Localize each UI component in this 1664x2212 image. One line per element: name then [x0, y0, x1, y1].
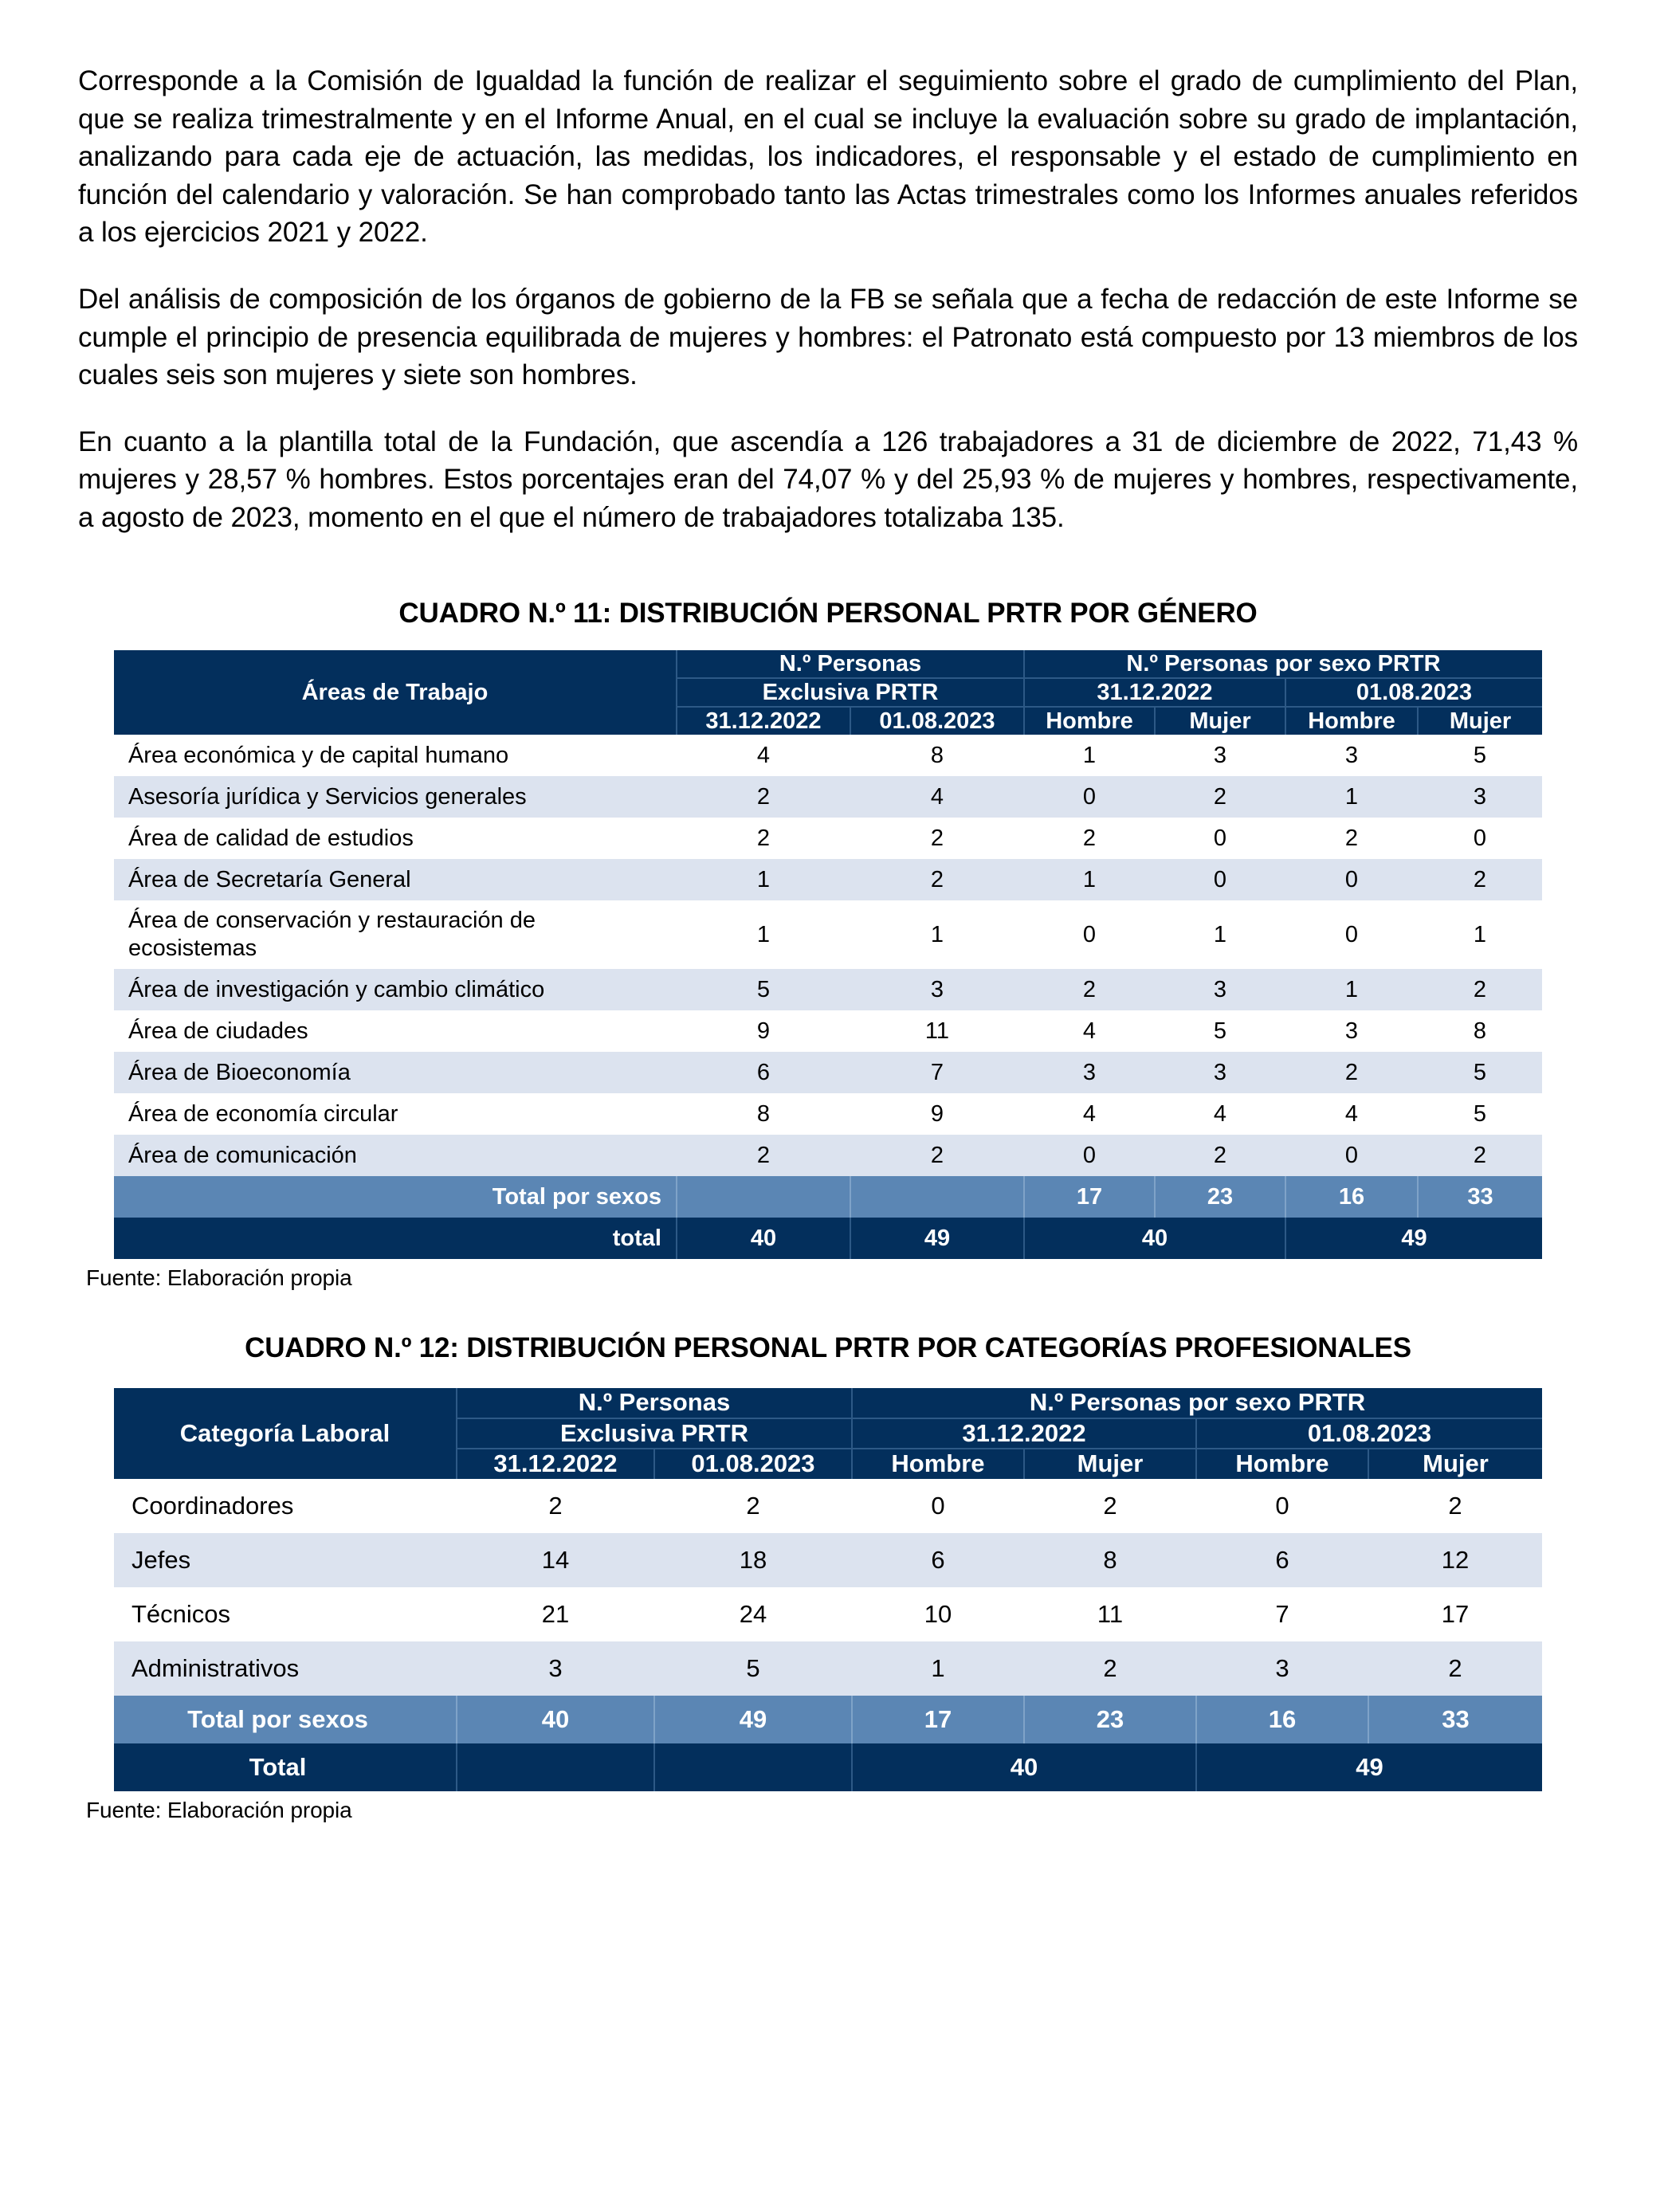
table-11-col-exclusiva-2023: 01.08.2023	[850, 707, 1024, 735]
table-12-total-label: Total	[114, 1743, 457, 1791]
table-11-row-4-label: Área de conservación y restauración de ecosistemas	[114, 900, 677, 969]
table-11-total-sexo-2023: 49	[1285, 1218, 1542, 1259]
table-11-row-5-mujer-2022: 3	[1155, 969, 1285, 1010]
table-11-row-0-hombre-2022: 1	[1024, 735, 1155, 776]
table-11-row-7-exclusiva-2022: 6	[677, 1052, 850, 1093]
table-12-total-row	[114, 1743, 1542, 1791]
table-11-row-6-mujer-2023: 8	[1418, 1010, 1542, 1052]
table-11-row-0-label: Área económica y de capital humano	[114, 735, 677, 776]
table-11-row-1-mujer-2023: 3	[1418, 776, 1542, 818]
table-11-total-sexos-hombre-2022: 17	[1024, 1176, 1155, 1218]
table-12-header-row-1	[114, 1388, 1542, 1418]
table-row	[114, 776, 1542, 818]
table-row	[114, 900, 1542, 969]
table-12-header-row-label: Categoría Laboral	[114, 1388, 457, 1479]
table-11-row-0-mujer-2022: 3	[1155, 735, 1285, 776]
table-11-row-2-exclusiva-2022: 2	[677, 818, 850, 859]
table-11-row-0-exclusiva-2022: 4	[677, 735, 850, 776]
table-11-row-4-hombre-2023: 0	[1285, 900, 1418, 969]
paragraph-3: En cuanto a la plantilla total de la Fundación, que ascendía a 126 trabajadores a 31 de diciembre de 2022, 71,43 % mujeres y 28,57 % hombres. Estos porcentajes eran del 74,07 % y del 25,93 % de mujeres y hombres, respectivamente, a agosto de 2023, momento en el que el número de trabajadores totalizaba 135.	[78, 426, 1578, 533]
table-11-col-hombre-2022: Hombre	[1024, 707, 1155, 735]
table-12-row-0-mujer-2023: 2	[1368, 1479, 1542, 1533]
table-11-row-4-mujer-2022: 1	[1155, 900, 1285, 969]
table-11-total-sexos-label: Total por sexos	[114, 1176, 677, 1218]
table-11-row-6-hombre-2022: 4	[1024, 1010, 1155, 1052]
table-row	[114, 1587, 1542, 1641]
table-11-row-8-label: Área de economía circular	[114, 1093, 677, 1135]
table-11-row-6-hombre-2023: 3	[1285, 1010, 1418, 1052]
table-11-row-0-hombre-2023: 3	[1285, 735, 1418, 776]
table-12-row-0-hombre-2023: 0	[1196, 1479, 1368, 1533]
table-11-total-por-sexos-row	[114, 1176, 1542, 1218]
table-11-row-8-mujer-2022: 4	[1155, 1093, 1285, 1135]
table-12-row-3-hombre-2023: 3	[1196, 1641, 1368, 1696]
table-row	[114, 1135, 1542, 1176]
table-row	[114, 1052, 1542, 1093]
table-12-wrapper	[78, 1388, 1578, 1791]
table-12-row-2-mujer-2022: 11	[1024, 1587, 1196, 1641]
table-11-row-5-mujer-2023: 2	[1418, 969, 1542, 1010]
table-11-header-date-b: 01.08.2023	[1285, 678, 1542, 707]
table-12-row-1-label: Jefes	[114, 1533, 457, 1587]
table-11-total-sexos-exclusiva-2023	[850, 1176, 1024, 1218]
table-12-header-exclusiva: Exclusiva PRTR	[457, 1418, 852, 1449]
table-12-col-hombre-2023: Hombre	[1196, 1449, 1368, 1479]
table-12-total-exclusiva-2023	[654, 1743, 852, 1791]
table-12-header-date-b: 01.08.2023	[1196, 1418, 1542, 1449]
table-12-row-2-mujer-2023: 17	[1368, 1587, 1542, 1641]
table-11-row-4-exclusiva-2023: 1	[850, 900, 1024, 969]
table-12-header-date-a: 31.12.2022	[852, 1418, 1196, 1449]
table-11-row-9-mujer-2022: 2	[1155, 1135, 1285, 1176]
table-11-row-9-exclusiva-2022: 2	[677, 1135, 850, 1176]
table-12-col-exclusiva-2022: 31.12.2022	[457, 1449, 654, 1479]
paragraph-1: Corresponde a la Comisión de Igualdad la función de realizar el seguimiento sobre el grado de cumplimiento del Plan, que se realiza trimestralmente y en el Informe Anual, en el cual se incluye la evaluación sobre su grado de implantación, analizando para cada eje de actuación, las medidas, los indicadores, el responsable y el estado de cumplimiento en función del calendario y valoración. Se han comprobado tanto las Actas trimestrales como los Informes anuales referidos a los ejercicios 2021 y 2022.	[78, 65, 1578, 249]
table-11-row-7-label: Área de Bioeconomía	[114, 1052, 677, 1093]
table-12-row-0-exclusiva-2023: 2	[654, 1479, 852, 1533]
table-11-row-6-exclusiva-2023: 11	[850, 1010, 1024, 1052]
table-11-row-1-mujer-2022: 2	[1155, 776, 1285, 818]
table-12-total-sexo-2023: 49	[1196, 1743, 1542, 1791]
table-11-row-6-mujer-2022: 5	[1155, 1010, 1285, 1052]
table-12-row-0-hombre-2022: 0	[852, 1479, 1024, 1533]
table-12-total-sexos-hombre-2022: 17	[852, 1696, 1024, 1743]
table-11-row-3-mujer-2023: 2	[1418, 859, 1542, 900]
table-12-row-1-hombre-2022: 6	[852, 1533, 1024, 1587]
table-11-row-6-label: Área de ciudades	[114, 1010, 677, 1052]
table-11-row-1-exclusiva-2022: 2	[677, 776, 850, 818]
table-11-row-2-mujer-2023: 0	[1418, 818, 1542, 859]
table-11-header-row-1	[114, 650, 1542, 678]
table-11-row-5-hombre-2022: 2	[1024, 969, 1155, 1010]
table-11-row-2-mujer-2022: 0	[1155, 818, 1285, 859]
table-11-row-9-label: Área de comunicación	[114, 1135, 677, 1176]
table-11-row-7-mujer-2023: 5	[1418, 1052, 1542, 1093]
table-11-row-4-exclusiva-2022: 1	[677, 900, 850, 969]
table-12-header-group-personas: N.º Personas	[457, 1388, 852, 1418]
table-11-row-1-hombre-2023: 1	[1285, 776, 1418, 818]
table-11-total-sexos-exclusiva-2022	[677, 1176, 850, 1218]
table-11-header-group-personas: N.º Personas	[677, 650, 1024, 678]
table-11-total-sexo-2022: 40	[1024, 1218, 1285, 1259]
table-12	[114, 1388, 1542, 1791]
table-12-row-2-hombre-2023: 7	[1196, 1587, 1368, 1641]
table-11-title: CUADRO N.º 11: DISTRIBUCIÓN PERSONAL PRTR POR GÉNERO	[398, 597, 1258, 629]
table-11-row-0-mujer-2023: 5	[1418, 735, 1542, 776]
table-11-row-3-hombre-2023: 0	[1285, 859, 1418, 900]
table-12-total-sexos-exclusiva-2022: 40	[457, 1696, 654, 1743]
table-12-row-3-label: Administrativos	[114, 1641, 457, 1696]
table-11-col-mujer-2023: Mujer	[1418, 707, 1542, 735]
table-11-row-1-hombre-2022: 0	[1024, 776, 1155, 818]
table-12-row-2-label: Técnicos	[114, 1587, 457, 1641]
table-11-row-7-hombre-2023: 2	[1285, 1052, 1418, 1093]
table-row	[114, 1533, 1542, 1587]
table-12-total-sexos-mujer-2023: 33	[1368, 1696, 1542, 1743]
table-11-total-sexos-mujer-2023: 33	[1418, 1176, 1542, 1218]
table-11-total-sexos-hombre-2023: 16	[1285, 1176, 1418, 1218]
table-11	[114, 650, 1542, 1260]
table-11-row-5-hombre-2023: 1	[1285, 969, 1418, 1010]
table-11-row-8-exclusiva-2022: 8	[677, 1093, 850, 1135]
table-11-row-3-label: Área de Secretaría General	[114, 859, 677, 900]
table-12-col-mujer-2023: Mujer	[1368, 1449, 1542, 1479]
table-11-row-8-hombre-2023: 4	[1285, 1093, 1418, 1135]
table-row	[114, 859, 1542, 900]
table-12-total-exclusiva-2022	[457, 1743, 654, 1791]
table-11-row-9-exclusiva-2023: 2	[850, 1135, 1024, 1176]
table-11-total-exclusiva-2022: 40	[677, 1218, 850, 1259]
table-row	[114, 1010, 1542, 1052]
table-11-row-6-exclusiva-2022: 9	[677, 1010, 850, 1052]
table-11-row-3-exclusiva-2022: 1	[677, 859, 850, 900]
table-12-row-1-exclusiva-2023: 18	[654, 1533, 852, 1587]
table-11-row-1-exclusiva-2023: 4	[850, 776, 1024, 818]
table-12-row-3-mujer-2022: 2	[1024, 1641, 1196, 1696]
table-11-row-7-hombre-2022: 3	[1024, 1052, 1155, 1093]
table-11-row-8-exclusiva-2023: 9	[850, 1093, 1024, 1135]
table-11-row-3-hombre-2022: 1	[1024, 859, 1155, 900]
table-11-row-2-hombre-2022: 2	[1024, 818, 1155, 859]
table-12-col-exclusiva-2023: 01.08.2023	[654, 1449, 852, 1479]
table-11-col-exclusiva-2022: 31.12.2022	[677, 707, 850, 735]
table-12-row-3-exclusiva-2023: 5	[654, 1641, 852, 1696]
table-row	[114, 1641, 1542, 1696]
table-12-row-3-hombre-2022: 1	[852, 1641, 1024, 1696]
table-11-col-hombre-2023: Hombre	[1285, 707, 1418, 735]
table-11-row-3-mujer-2022: 0	[1155, 859, 1285, 900]
table-11-row-7-mujer-2022: 3	[1155, 1052, 1285, 1093]
table-11-row-5-label: Área de investigación y cambio climático	[114, 969, 677, 1010]
table-12-col-hombre-2022: Hombre	[852, 1449, 1024, 1479]
table-12-row-2-exclusiva-2022: 21	[457, 1587, 654, 1641]
table-12-title: CUADRO N.º 12: DISTRIBUCIÓN PERSONAL PRTR POR CATEGORÍAS PROFESIONALES	[245, 1332, 1411, 1364]
table-11-row-4-hombre-2022: 0	[1024, 900, 1155, 969]
table-row	[114, 969, 1542, 1010]
table-12-total-sexos-hombre-2023: 16	[1196, 1696, 1368, 1743]
table-11-row-2-exclusiva-2023: 2	[850, 818, 1024, 859]
table-11-row-2-label: Área de calidad de estudios	[114, 818, 677, 859]
table-11-total-label: total	[114, 1218, 677, 1259]
table-12-row-1-mujer-2022: 8	[1024, 1533, 1196, 1587]
table-11-row-8-hombre-2022: 4	[1024, 1093, 1155, 1135]
table-12-row-3-mujer-2023: 2	[1368, 1641, 1542, 1696]
table-11-total-sexos-mujer-2022: 23	[1155, 1176, 1285, 1218]
table-11-header-group-sexo: N.º Personas por sexo PRTR	[1024, 650, 1542, 678]
table-11-col-mujer-2022: Mujer	[1155, 707, 1285, 735]
table-11-row-2-hombre-2023: 2	[1285, 818, 1418, 859]
table-11-header-row-label: Áreas de Trabajo	[114, 650, 677, 735]
table-12-total-sexos-label: Total por sexos	[114, 1696, 457, 1743]
table-11-total-row	[114, 1218, 1542, 1259]
table-11-row-7-exclusiva-2023: 7	[850, 1052, 1024, 1093]
table-11-row-9-hombre-2022: 0	[1024, 1135, 1155, 1176]
table-12-row-1-mujer-2023: 12	[1368, 1533, 1542, 1587]
table-12-row-3-exclusiva-2022: 3	[457, 1641, 654, 1696]
table-12-total-por-sexos-row	[114, 1696, 1542, 1743]
table-11-header-date-a: 31.12.2022	[1024, 678, 1285, 707]
table-11-row-5-exclusiva-2023: 3	[850, 969, 1024, 1010]
table-12-source: Fuente: Elaboración propia	[86, 1797, 352, 1822]
table-12-row-2-hombre-2022: 10	[852, 1587, 1024, 1641]
table-row	[114, 735, 1542, 776]
table-11-row-1-label: Asesoría jurídica y Servicios generales	[114, 776, 677, 818]
table-row	[114, 1093, 1542, 1135]
table-12-row-0-mujer-2022: 2	[1024, 1479, 1196, 1533]
table-row	[114, 818, 1542, 859]
table-12-total-sexos-exclusiva-2023: 49	[654, 1696, 852, 1743]
table-12-total-sexo-2022: 40	[852, 1743, 1196, 1791]
table-11-row-9-mujer-2023: 2	[1418, 1135, 1542, 1176]
table-12-header-group-sexo: N.º Personas por sexo PRTR	[852, 1388, 1542, 1418]
table-11-row-0-exclusiva-2023: 8	[850, 735, 1024, 776]
table-11-row-3-exclusiva-2023: 2	[850, 859, 1024, 900]
table-11-row-4-mujer-2023: 1	[1418, 900, 1542, 969]
table-11-total-exclusiva-2023: 49	[850, 1218, 1024, 1259]
table-12-row-0-exclusiva-2022: 2	[457, 1479, 654, 1533]
table-12-row-1-hombre-2023: 6	[1196, 1533, 1368, 1587]
table-12-col-mujer-2022: Mujer	[1024, 1449, 1196, 1479]
table-11-header-exclusiva: Exclusiva PRTR	[677, 678, 1024, 707]
paragraph-2: Del análisis de composición de los órganos de gobierno de la FB se señala que a fecha de redacción de este Informe se cumple el principio de presencia equilibrada de mujeres y hombres: el Patronato está compuesto por 13 miembros de los cuales seis son mujeres y siete son hombres.	[78, 283, 1578, 391]
table-row	[114, 1479, 1542, 1533]
table-11-row-5-exclusiva-2022: 5	[677, 969, 850, 1010]
table-11-row-9-hombre-2023: 0	[1285, 1135, 1418, 1176]
table-12-row-1-exclusiva-2022: 14	[457, 1533, 654, 1587]
table-12-total-sexos-mujer-2022: 23	[1024, 1696, 1196, 1743]
table-11-wrapper	[78, 650, 1578, 1260]
table-12-row-0-label: Coordinadores	[114, 1479, 457, 1533]
table-11-source: Fuente: Elaboración propia	[86, 1265, 352, 1291]
table-12-row-2-exclusiva-2023: 24	[654, 1587, 852, 1641]
table-11-row-8-mujer-2023: 5	[1418, 1093, 1542, 1135]
